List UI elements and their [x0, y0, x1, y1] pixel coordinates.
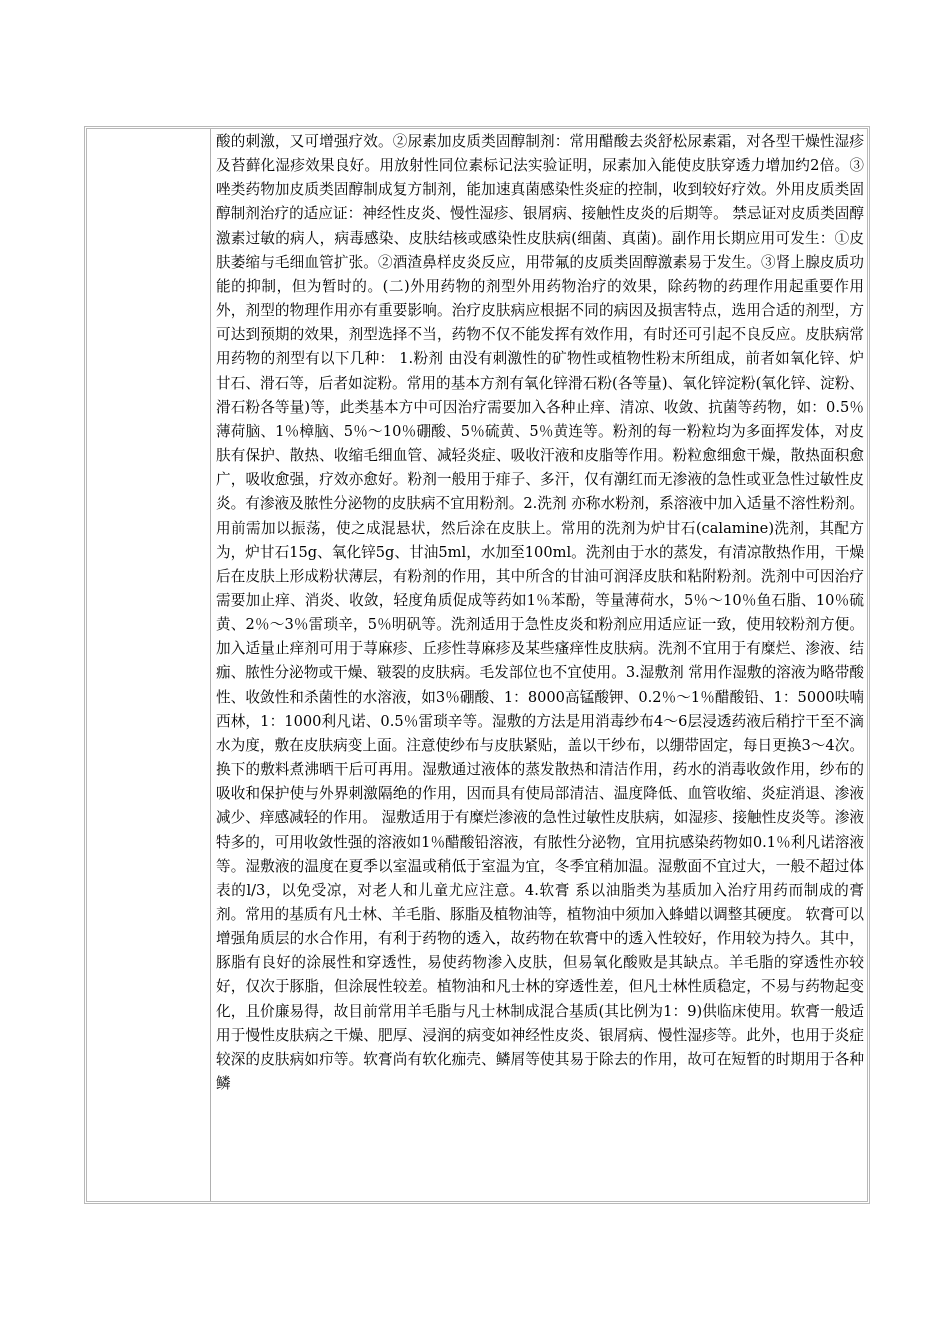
- document-table: [84, 126, 870, 1204]
- content-cell: [211, 129, 867, 1201]
- left-empty-cell: [87, 129, 211, 1201]
- body-paragraph: 酸的刺激，又可增强疗效。②尿素加皮质类固醇制剂：常用醋酸去炎舒松尿素霜，对各型干燥性湿疹及苔藓化湿疹效果良好。用放射性同位素标记法实验证明，尿素加入能使皮肤穿透力增加约2倍。③唑类药物加皮质类固醇制成复方制剂，能加速真菌感染性炎症的控制，收到较好疗效。外用皮质类固醇制剂治疗的适应证：神经性皮炎、慢性湿疹、银屑病、接触性皮炎的后期等。 禁忌证对皮质类固醇激素过敏的病人，病毒感染、皮肤结核或感染性皮肤病(细菌、真菌)。副作用长期应用可发生：①皮肤萎缩与毛细血管扩张。②酒渣鼻样皮炎反应，用带氟的皮质类固醇激素易于发生。③肾上腺皮质功能的抑制，但为暂时的。(二)外用药物的剂型外用药物治疗的效果，除药物的药理作用起重要作用外，剂型的物理作用亦有重要影响。治疗皮肤病应根据不同的病因及损害特点，选用合适的剂型，方可达到预期的效果，剂型选择不当，药物不仅不能发挥有效作用，有时还可引起不良反应。皮肤病常用药物的剂型有以下几种： 1.粉剂 由没有刺激性的矿物性或植物性粉末所组成，前者如氧化锌、炉甘石、滑石等，后者如淀粉。常用的基本方剂有氧化锌滑石粉(各等量)、氧化锌淀粉(氧化锌、淀粉、滑石粉各等量)等，此类基本方中可因治疗需要加入各种止痒、清凉、收敛、抗菌等药物，如：0.5％薄荷脑、1％樟脑、5％～10％硼酸、5％硫黄、5％黄连等。粉剂的每一粉粒均为多面挥发体，对皮肤有保护、散热、收缩毛细血管、减轻炎症、吸收汗液和皮脂等作用。粉粒愈细愈干燥，散热面积愈广，吸收愈强，疗效亦愈好。粉剂一般用于痱子、多汗，仅有潮红而无渗液的急性或亚急性过敏性皮炎。有渗液及脓性分泌物的皮肤病不宜用粉剂。2.洗剂 亦称水粉剂，系溶液中加入适量不溶性粉剂。用前需加以振荡，使之成混悬状，然后涂在皮肤上。常用的洗剂为炉甘石(calamine)洗剂，其配方为，炉甘石15g、氧化锌5g、甘油5ml，水加至100ml。洗剂由于水的蒸发，有清凉散热作用，干燥后在皮肤上形成粉状薄层，有粉剂的作用，其中所含的甘油可润泽皮肤和粘附粉剂。洗剂中可因治疗需要加止痒、消炎、收敛，轻度角质促成等药如1％苯酚，等量薄荷水，5％～10％鱼石脂、10％硫黄、2％～3％雷琐辛，5％明矾等。洗剂适用于急性皮炎和粉剂应用适应证一致，使用较粉剂方便。加入适量止痒剂可用于荨麻疹、丘疹性荨麻疹及某些瘙痒性皮肤病。洗剂不宜用于有糜烂、渗液、结痂、脓性分泌物或干燥、皲裂的皮肤病。毛发部位也不宜使用。3.湿敷剂 常用作湿敷的溶液为略带酸性、收敛性和杀菌性的水溶液，如3％硼酸、1：8000高锰酸钾、0.2％～1％醋酸铅、1：5000呋喃西林，1：1000利凡诺、0.5％雷琐辛等。湿敷的方法是用消毒纱布4～6层浸透药液后稍拧干至不滴水为度，敷在皮肤病变上面。注意使纱布与皮肤紧贴，盖以干纱布，以绷带固定，每日更换3～4次。换下的敷料煮沸晒干后可再用。湿敷通过液体的蒸发散热和清洁作用，药水的消毒收敛作用，纱布的吸收和保护使与外界刺激隔绝的作用，因而具有使局部清洁、温度降低、血管收缩、炎症消退、渗液减少、痒感减轻的作用。 湿敷适用于有糜烂渗液的急性过敏性皮肤病，如湿疹、接触性皮炎等。渗液特多的，可用收敛性强的溶液如1％醋酸铅溶液，有脓性分泌物，宜用抗感染药物如0.1％利凡诺溶液等。湿敷液的温度在夏季以室温或稍低于室温为宜，冬季宜稍加温。湿敷面不宜过大，一般不超过体表的l/3，以免受凉，对老人和儿童尤应注意。4.软膏 系以油脂类为基质加入治疗用药而制成的膏剂。常用的基质有凡士林、羊毛脂、豚脂及植物油等，植物油中须加入蜂蜡以调整其硬度。 软膏可以增强角质层的水合作用，有利于药物的透入，故药物在软膏中的透入性较好，作用较为持久。其中，豚脂有良好的涂展性和穿透性，易使药物渗入皮肤，但易氧化酸败是其缺点。羊毛脂的穿透性亦较好，仅次于豚脂，但涂展性较差。植物油和凡士林的穿透性差，但凡士林性质稳定，不易与药物起变化，且价廉易得，故目前常用羊毛脂与凡士林制成混合基质(其比例为1：9)供临床使用。软膏一般适用于慢性皮肤病之干燥、肥厚、浸润的病变如神经性皮炎、银屑病、慢性湿疹等。此外，也用于炎症较深的皮肤病如疖等。软膏尚有软化痂壳、鳞屑等使其易于除去的作用，故可在短暂的时期用于各种鳞: [216, 133, 864, 1093]
